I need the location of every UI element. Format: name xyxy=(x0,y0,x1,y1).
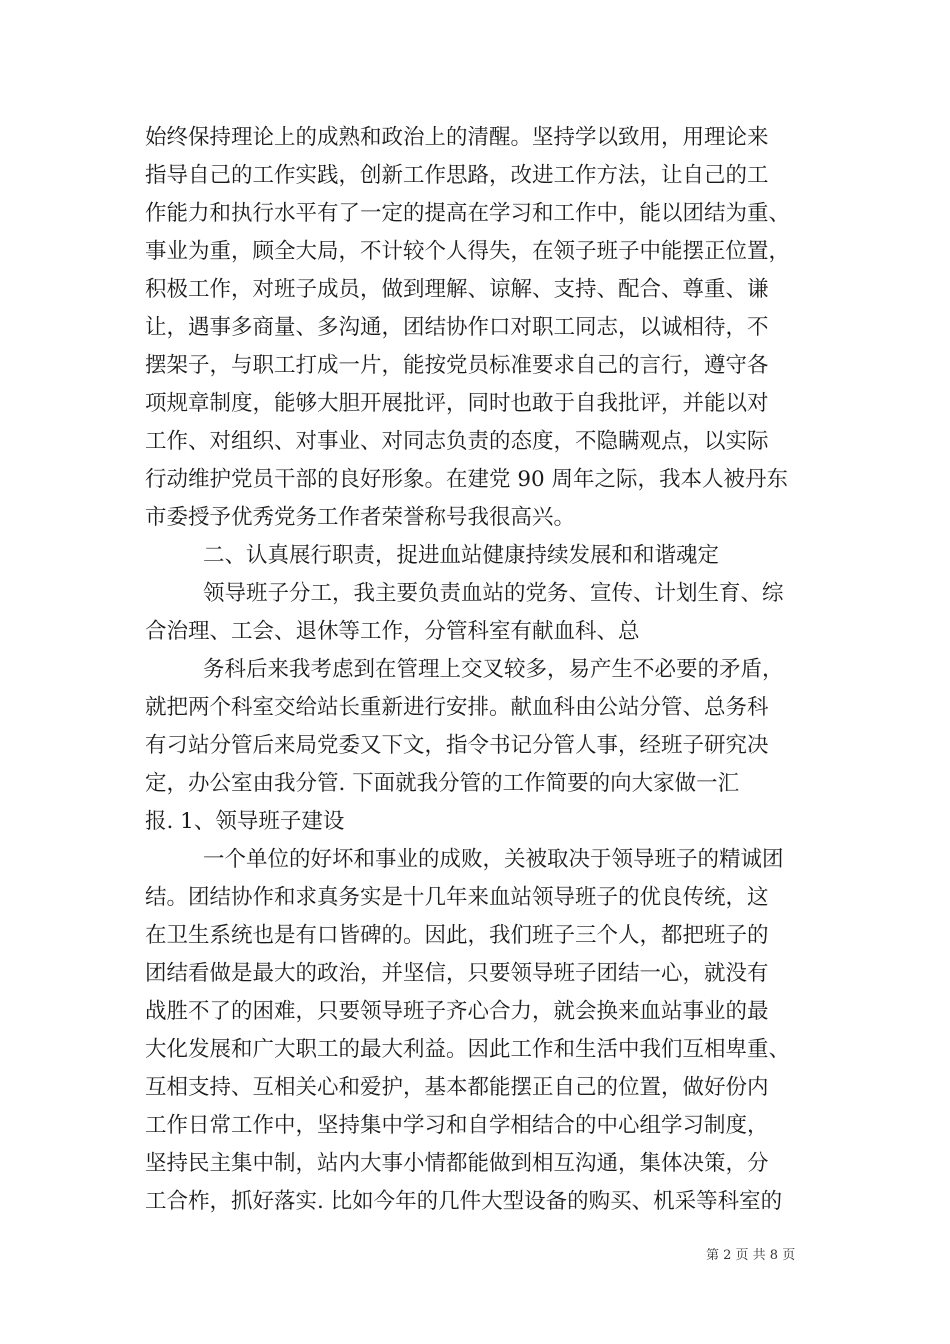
text-line: 互相支持、互相关心和爱护，基本都能摆正自己的位置，做好份内 xyxy=(145,1075,769,1100)
text-line: 报. 1、领导班子建设 xyxy=(145,809,345,834)
text-line: 务科后来我考虑到在管理上交叉较多，易产生不必要的矛盾， xyxy=(203,657,784,682)
text-line: 项规章制度，能够大胆开展批评，同时也敢于自我批评，并能以对 xyxy=(145,391,769,416)
text-line: 工作日常工作中，坚持集中学习和自学相结合的中心组学习制度， xyxy=(145,1113,769,1138)
text-line: 在卫生系统也是有口皆碑的。因此，我们班子三个人，都把班子的 xyxy=(145,923,769,948)
text-line: 定，办公室由我分管. 下面就我分管的工作简要的向大家做一汇 xyxy=(145,771,740,796)
text-line: 团结看做是最大的政治，并坚信，只要领导班子团结一心，就没有 xyxy=(145,961,769,986)
text-line: 就把两个科室交给站长重新进行安排。献血科由公站分管、总务科 xyxy=(145,695,769,720)
text-line: 领导班子分工，我主要负责血站的党务、宣传、计划生育、综 xyxy=(203,581,784,606)
text-line: 工作、对组织、对事业、对同志负责的态度，不隐瞒观点，以实际 xyxy=(145,429,769,454)
text-line: 摆架子，与职工打成一片，能按党员标准要求自己的言行，遵守各 xyxy=(145,353,769,378)
text-line: 大化发展和广大职工的最大利益。因此工作和生活中我们互相卑重、 xyxy=(145,1037,791,1062)
text-line: 作能力和执行水平有了一定的提高在学习和工作中，能以团结为重、 xyxy=(145,201,791,226)
page-number-footer: 第 2 页 共 8 页 xyxy=(706,1248,796,1263)
text-line: 市委授予优秀党务工作者荣誉称号我很高兴。 xyxy=(145,505,576,530)
text-line: 让，遇事多商量、多沟通，团结协作口对职工同志，以诚相待，不 xyxy=(145,315,769,340)
section-heading: 二、认真展行职责，捉进血站健康持续发展和和谐魂定 xyxy=(203,543,720,568)
text-line: 结。团结协作和求真务实是十几年来血站领导班子的优良传统，这 xyxy=(145,885,769,910)
text-line: 坚持民主集中制，站内大事小情都能做到相互沟通，集体决策，分 xyxy=(145,1151,769,1176)
text-line: 积极工作，对班子成员，做到理解、谅解、支持、配合、尊重、谦 xyxy=(145,277,769,302)
text-line: 始终保持理论上的成熟和政治上的清醒。坚持学以致用，用理论来 xyxy=(145,125,769,150)
text-line: 合治理、工会、退休等工作，分管科室有献血科、总 xyxy=(145,619,640,644)
text-line: 指导自己的工作实践，创新工作思路，改进工作方法，让自己的工 xyxy=(145,163,769,188)
text-line: 工合柞，抓好落实. 比如今年的几件大型设备的购买、机采等科室的 xyxy=(145,1189,783,1214)
text-line: 战胜不了的困难，只要领导班子齐心合力，就会换来血站事业的最 xyxy=(145,999,769,1024)
text-line: 行动维护党员干部的良好形象。在建党 90 周年之际，我本人被丹东 xyxy=(145,467,789,492)
text-line: 有刁站分管后来局党委又下文，指令书记分管人事，经班子研究决 xyxy=(145,733,769,758)
text-line: 事业为重，顾全大局，不计较个人得失，在领子班子中能摆正位置， xyxy=(145,239,791,264)
text-line: 一个单位的好坏和事业的成败，关被取决于领导班子的精诚团 xyxy=(203,847,784,872)
